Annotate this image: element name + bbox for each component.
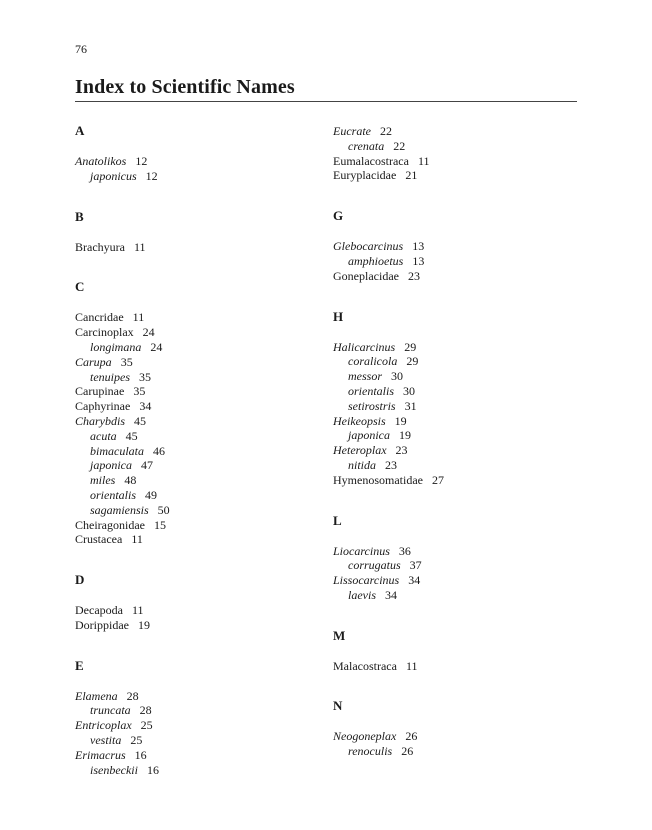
entry-page-number: 11 [131,603,144,618]
entry-list [75,154,315,184]
entry-page-number: 25 [130,733,143,748]
index-entry [333,473,573,488]
entry-name: Heikeopsis [333,413,386,428]
entry-name: Halicarcinus [333,339,396,354]
section-letter: H [333,308,344,324]
entry-name: miles [90,473,116,488]
entry-page-number: 16 [134,747,147,762]
entry-page-number: 13 [412,239,425,254]
entry-page-number: 11 [132,310,145,325]
entry-list [75,310,315,547]
index-section [333,629,573,674]
entry-name: corrugatus [348,558,401,573]
index-entry [75,473,315,488]
index-entry [333,139,573,154]
entry-name: Caphyrinae [75,399,131,414]
entry-page-number: 23 [407,268,420,283]
entry-list [75,240,315,255]
entry-name: Glebocarcinus [333,239,404,254]
entry-name: amphioetus [348,253,404,268]
index-entry [75,340,315,355]
entry-page-number: 19 [394,413,407,428]
entry-name: Euryplacidae [333,168,397,183]
index-entry [75,414,315,429]
entry-page-number: 27 [431,472,444,487]
index-section [333,124,573,183]
entry-name: sagamiensis [90,502,149,517]
index-entry [75,240,315,255]
entry-name: Carupa [75,354,112,369]
index-entry [75,532,315,547]
index-entry [333,369,573,384]
index-entry [75,444,315,459]
section-letter: N [333,698,343,714]
index-section [75,280,315,547]
section-letter: B [75,208,84,224]
index-entry [333,744,573,759]
entry-name: Neogoneplax [333,729,397,744]
entry-page-number: 11 [417,153,430,168]
entry-name: setirostris [348,398,396,413]
entry-page-number: 46 [153,443,165,458]
entry-name: Goneplacidae [333,268,399,283]
entry-page-number: 49 [145,487,158,502]
index-column-left [75,124,315,777]
index-entry [75,603,315,618]
entry-page-number: 16 [146,762,159,777]
index-section [75,210,315,255]
entry-page-number: 48 [124,473,137,488]
index-section [333,514,573,603]
entry-page-number: 19 [137,617,150,632]
entry-page-number: 35 [133,384,146,399]
entry-name: Carupinae [75,384,125,399]
entry-name: japonica [90,458,132,473]
entry-page-number: 11 [131,532,143,547]
entry-page-number: 37 [409,558,422,573]
entry-name: Eumalacostraca [333,153,409,168]
index-entry [75,429,315,444]
index-entry [75,370,315,385]
entry-list [333,544,573,603]
entry-name: Charybdis [75,413,126,428]
entry-name: longimana [90,339,142,354]
index-entry [75,763,315,778]
entry-name: truncata [90,703,131,718]
entry-name: laevis [348,587,376,602]
entry-name: messor [348,369,383,384]
entry-name: Anatolikos [75,153,127,168]
index-entry [75,458,315,473]
entry-page-number: 26 [405,729,418,744]
entry-name: coralicola [348,354,398,369]
entry-page-number: 50 [157,502,170,517]
entry-list [333,239,573,283]
entry-name: renoculis [348,744,393,759]
index-entry [333,443,573,458]
index-entry [333,659,573,674]
entry-page-number: 24 [150,339,163,354]
index-entry [333,354,573,369]
page-title: Index to Scientific Names [75,76,295,98]
index-section [75,573,315,633]
index-entry [75,169,315,184]
entry-name: japonicus [90,168,137,183]
entry-list [333,659,573,674]
entry-page-number: 34 [139,399,152,414]
entry-name: japonica [348,428,390,443]
entry-name: Cheiragonidae [75,517,145,532]
entry-name: Hymenosomatidae [333,472,423,487]
entry-page-number: 35 [120,354,133,369]
entry-name: Crustacea [75,532,123,547]
entry-name: Elamena [75,688,118,703]
entry-page-number: 45 [125,428,138,443]
entry-page-number: 35 [139,369,151,384]
entry-page-number: 15 [153,517,166,532]
index-entry [75,718,315,733]
index-entry [333,544,573,559]
index-entry [333,254,573,269]
entry-page-number: 12 [135,153,148,168]
title-divider [75,101,577,102]
entry-page-number: 26 [401,744,414,759]
index-entry [333,154,573,169]
entry-name: bimaculata [90,443,144,458]
index-entry [333,269,573,284]
index-entry [333,239,573,254]
index-entry [333,168,573,183]
entry-page-number: 30 [403,383,416,398]
entry-name: Liocarcinus [333,543,390,558]
section-letter: A [75,123,85,138]
entry-name: acuta [90,428,117,443]
index-entry [333,729,573,744]
entry-name: Lissocarcinus [333,573,400,588]
entry-name: Malacostraca [333,658,397,673]
entry-page-number: 22 [393,138,406,153]
entry-page-number: 19 [399,428,411,443]
index-entry [75,733,315,748]
entry-name: tenuipes [90,369,130,384]
section-letter: C [75,279,85,295]
section-letter: G [333,208,344,224]
entry-page-number: 21 [405,168,418,183]
index-entry [333,399,573,414]
index-entry [75,384,315,399]
entry-list [75,603,315,633]
index-entry [333,384,573,399]
index-entry [75,703,315,718]
entry-name: orientalis [90,487,137,502]
entry-page-number: 47 [141,458,153,473]
entry-page-number: 11 [405,658,418,673]
index-column-right [333,124,573,759]
index-entry [333,588,573,603]
entry-name: Cancridae [75,310,124,325]
index-entry [333,428,573,443]
entry-list [333,729,573,759]
entry-page-number: 12 [145,168,158,183]
section-letter: L [333,512,342,528]
entry-page-number: 31 [404,398,417,413]
index-section [333,310,573,488]
index-entry [333,124,573,139]
index-entry [75,154,315,169]
index-entry [333,340,573,355]
entry-name: Heteroplax [333,443,387,458]
entry-name: Erimacrus [75,747,126,762]
entry-page-number: 23 [385,457,398,472]
entry-name: Decapoda [75,603,123,618]
index-entry [333,458,573,473]
entry-name: Brachyura [75,239,125,254]
index-entry [75,748,315,763]
index-entry [75,488,315,503]
entry-list [333,340,573,488]
entry-name: vestita [90,733,122,748]
entry-page-number: 24 [142,325,155,340]
entry-name: orientalis [348,383,395,398]
index-section [75,659,315,778]
entry-page-number: 25 [140,718,153,733]
entry-page-number: 11 [133,239,146,254]
entry-name: Eucrate [333,124,371,138]
index-entry [333,573,573,588]
entry-name: crenata [348,138,385,153]
section-letter: E [75,657,84,673]
entry-page-number: 23 [395,443,408,458]
entry-page-number: 22 [380,124,392,138]
index-entry [75,689,315,704]
entry-name: isenbeckii [90,762,138,777]
entry-name: nitida [348,457,377,472]
section-letter: D [75,572,85,588]
page-number: 76 [75,42,87,56]
index-section [333,699,573,759]
entry-page-number: 36 [398,543,411,558]
entry-name: Dorippidae [75,617,129,632]
index-entry [75,325,315,340]
index-section [75,124,315,184]
entry-page-number: 29 [406,354,419,369]
entry-list [75,689,315,778]
entry-page-number: 45 [134,413,147,428]
entry-name: Carcinoplax [75,325,134,340]
section-letter: M [333,627,346,643]
index-entry [75,618,315,633]
index-entry [75,310,315,325]
entry-list [333,124,573,183]
index-section [333,209,573,283]
entry-page-number: 34 [385,587,397,602]
entry-page-number: 29 [404,339,417,354]
index-entry [75,503,315,518]
entry-name: Entricoplax [75,718,132,733]
entry-page-number: 28 [126,688,139,703]
entry-page-number: 34 [408,573,421,588]
index-entry [75,518,315,533]
entry-page-number: 30 [391,369,404,384]
index-entry [75,355,315,370]
index-entry [333,414,573,429]
index-entry [333,558,573,573]
entry-page-number: 28 [139,703,152,718]
entry-page-number: 13 [412,253,425,268]
index-entry [75,399,315,414]
